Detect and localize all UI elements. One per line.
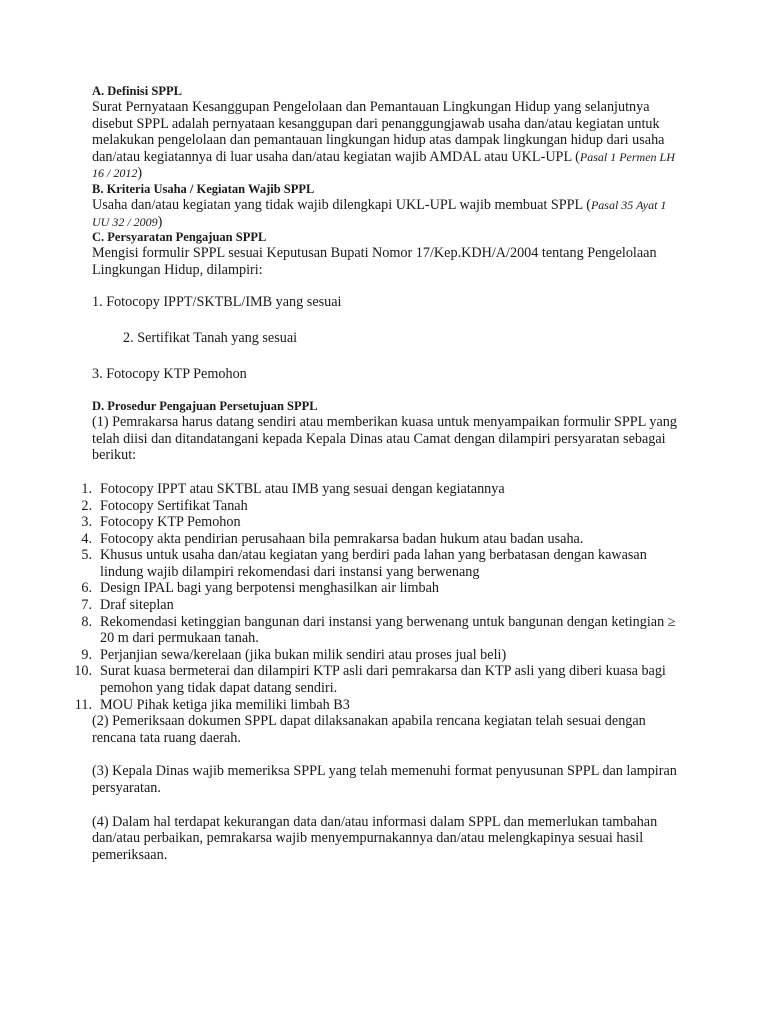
definisi-paragraph (92, 99, 682, 182)
list-item-number: 11. (74, 696, 92, 713)
list-item-number: 1. (81, 480, 92, 497)
heading-prosedur: D. Prosedur Pengajuan Persetujuan SPPL (92, 399, 318, 414)
persyaratan-item-3: 3. Fotocopy KTP Pemohon (92, 365, 247, 382)
list-item (68, 547, 688, 580)
list-item-number: 2. (81, 497, 92, 514)
list-item-number: 3. (81, 514, 92, 531)
list-item (68, 697, 688, 714)
list-item (68, 498, 688, 515)
kriteria-paragraph (92, 197, 682, 230)
list-item-number: 7. (81, 597, 92, 614)
list-item-text: Khusus untuk usaha dan/atau kegiatan yang berdiri pada lahan yang berbatasan dengan kawasan lindung wajib dilampiri rekomendasi dari instansi yang berwenang (100, 547, 647, 580)
list-item-text: Fotocopy Sertifikat Tanah (100, 497, 248, 514)
list-item (68, 580, 688, 597)
list-item-number: 8. (81, 613, 92, 630)
list-item (68, 647, 688, 664)
prosedur-paragraph-1: (1) Pemrakarsa harus datang sendiri atau memberikan kuasa untuk menyampaikan formulir SPPL yang telah diisi dan ditandatangani kepada Kepala Dinas atau Camat dengan dilampiri persyaratan sebagai berikut: (92, 414, 677, 464)
list-item-text: Fotocopy akta pendirian perusahaan bila pemrakarsa badan hukum atau badan usaha. (100, 530, 584, 547)
persyaratan-item-2: 2. Sertifikat Tanah yang sesuai (123, 329, 298, 346)
list-item-number: 4. (81, 530, 92, 547)
list-item (68, 531, 688, 548)
list-item-text: Fotocopy IPPT atau SKTBL atau IMB yang sesuai dengan kegiatannya (100, 480, 505, 497)
kriteria-text: Usaha dan/atau kegiatan yang tidak wajib dilengkapi UKL-UPL wajib membuat SPPL ( (92, 196, 591, 213)
list-item-text: Draf siteplan (100, 597, 174, 614)
list-item-number: 6. (81, 580, 92, 597)
definisi-citation: Pasal 1 Permen LH 16 / 2012 (92, 149, 675, 181)
heading-kriteria: B. Kriteria Usaha / Kegiatan Wajib SPPL (92, 181, 315, 196)
persyaratan-paragraph: Mengisi formulir SPPL sesuai Keputusan Bupati Nomor 17/Kep.KDH/A/2004 tentang Pengelolaan Lingkungan Hidup, dilampiri: (92, 245, 657, 278)
list-item-text: Fotocopy KTP Pemohon (100, 514, 241, 531)
document-content (74, 84, 682, 863)
list-item-number: 9. (81, 646, 92, 663)
prosedur-paragraph-3: (3) Kepala Dinas wajib memeriksa SPPL yang telah memenuhi format penyusunan SPPL dan lampiran persyaratan. (92, 763, 677, 796)
list-item (68, 481, 688, 498)
definisi-text: Surat Pernyataan Kesanggupan Pengelolaan dan Pemantauan Lingkungan Hidup yang selanjutnya disebut SPPL adalah pernyataan kesanggupan dari penanggungjawab usaha dan/atau kegiatan untuk melakukan pengelolaan dan pemantauan lingkungan hidup atas dampak lingkungan hidup dari usaha dan/atau kegiatannya di luar usaha dan/atau kegiatan wajib AMDAL atau UKL-UPL ( (92, 99, 665, 165)
kriteria-close: ) (157, 213, 163, 230)
list-item-text: Perjanjian sewa/kerelaan (jika bukan milik sendiri atau proses jual beli) (100, 646, 507, 663)
list-item (68, 663, 688, 696)
definisi-close: ) (137, 165, 143, 182)
prosedur-paragraph-4: (4) Dalam hal terdapat kekurangan data dan/atau informasi dalam SPPL dan memerlukan tambahan dan/atau perbaikan, pemrakarsa wajib menyempurnakannya dan/atau melengkapinya sesuai hasil pemeriksaan. (92, 813, 658, 863)
list-item-text: Rekomendasi ketinggian bangunan dari instansi yang berwenang untuk bangunan dengan ketingian ≥ 20 m dari permukaan tanah. (100, 613, 676, 647)
list-item-number: 10. (74, 663, 92, 680)
kriteria-citation: Pasal 35 Ayat 1 UU 32 / 2009 (92, 197, 667, 229)
list-item (68, 614, 688, 647)
list-item-text: Surat kuasa bermeterai dan dilampiri KTP asli dari pemrakarsa dan KTP asli yang diberi kuasa bagi pemohon yang tidak dapat datang sendiri. (100, 663, 666, 697)
list-item (68, 514, 688, 531)
requirements-list (68, 481, 688, 713)
prosedur-paragraph-2: (2) Pemeriksaan dokumen SPPL dapat dilaksanakan apabila rencana kegiatan telah sesuai dengan rencana tata ruang daerah. (92, 713, 646, 746)
heading-definisi: A. Definisi SPPL (92, 84, 182, 98)
list-item-number: 5. (81, 547, 92, 564)
list-item-text: MOU Pihak ketiga jika memiliki limbah B3 (100, 696, 350, 713)
list-item-text: Design IPAL bagi yang berpotensi menghasilkan air limbah (100, 580, 439, 597)
persyaratan-item-1: 1. Fotocopy IPPT/SKTBL/IMB yang sesuai (92, 294, 342, 311)
list-item (68, 597, 688, 614)
heading-persyaratan: C. Persyaratan Pengajuan SPPL (92, 230, 267, 245)
